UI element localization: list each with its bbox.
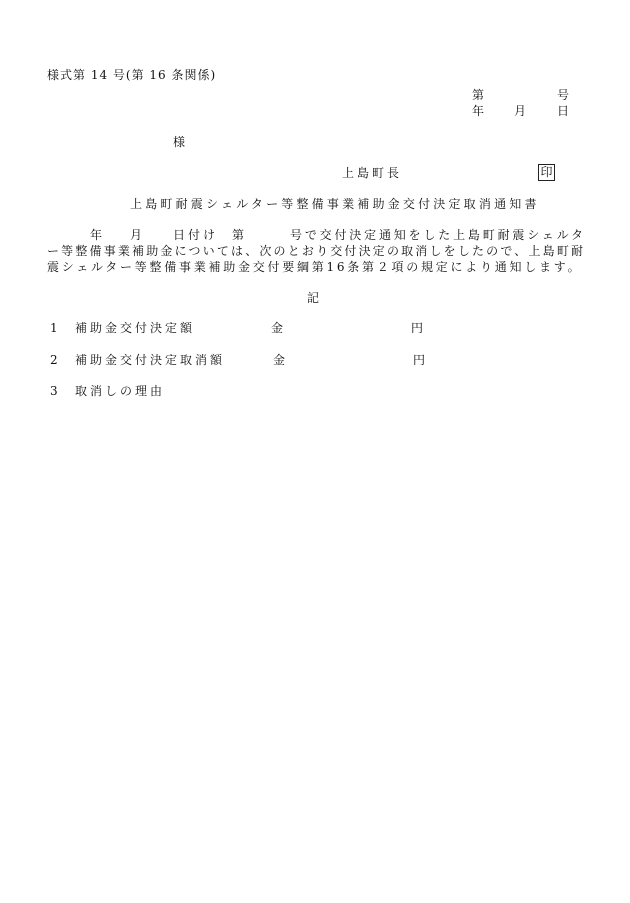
date-month: 月 [514, 104, 527, 118]
addressee-suffix: 様 [173, 135, 186, 149]
form-label: 様式第 14 号(第 16 条関係) [47, 68, 217, 82]
document-title: 上島町耐震シェルター等整備事業補助金交付決定取消通知書 [130, 197, 540, 211]
item-kin: 金 [273, 353, 286, 367]
item-number: 3 [50, 384, 58, 398]
ki-heading: 記 [307, 291, 320, 305]
body-month: 月 [130, 228, 143, 242]
doc-number-suffix: 号 [557, 88, 570, 102]
item-kin: 金 [271, 321, 284, 335]
body-no-prefix: 第 [232, 228, 245, 242]
item-label: 補助金交付決定取消額 [75, 353, 226, 367]
item-number: 1 [50, 321, 58, 335]
item-label: 補助金交付決定額 [75, 321, 196, 335]
body-line2: ー等整備事業補助金については、次のとおり交付決定の取消しをしたので、上島町耐 [47, 244, 583, 258]
date-year: 年 [472, 104, 485, 118]
item-label: 取消しの理由 [75, 384, 166, 398]
body-line3: 震シェルター等整備事業補助金交付要綱第16条第２項の規定により通知します。 [47, 260, 583, 274]
body-day: 日付け [173, 228, 219, 242]
seal-mark: 印 [538, 164, 555, 181]
body-line1-rest: 号で交付決定通知をした上島町耐震シェルタ [290, 228, 583, 242]
item-number: 2 [50, 353, 58, 367]
date-day: 日 [557, 104, 570, 118]
body-year: 年 [90, 228, 103, 242]
item-yen: 円 [413, 353, 426, 367]
issuer: 上島町長 [342, 166, 403, 180]
item-yen: 円 [411, 321, 424, 335]
doc-number-prefix: 第 [472, 88, 485, 102]
